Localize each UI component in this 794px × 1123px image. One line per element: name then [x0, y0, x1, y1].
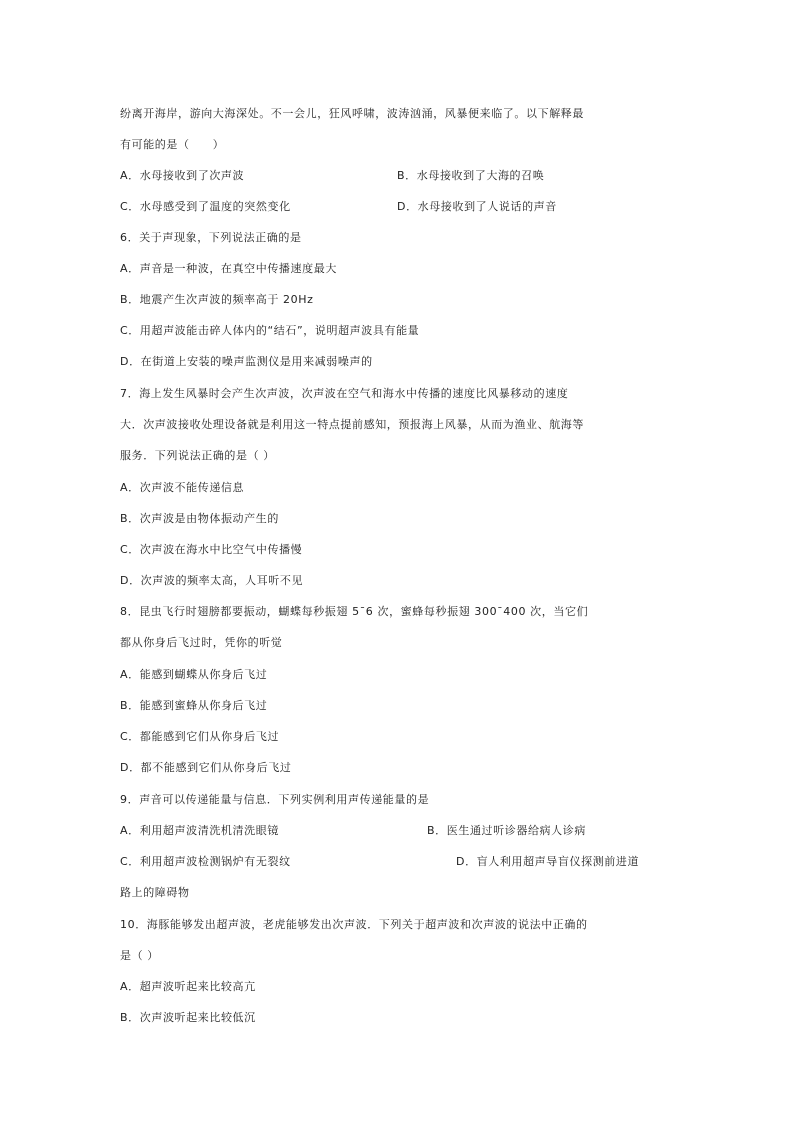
- q8-option-d: D．都不能感到它们从你身后飞过: [120, 761, 292, 774]
- q8-stem-line-2: 都从你身后飞过时，凭你的听觉: [120, 636, 283, 649]
- q6-option-a: A．声音是一种波，在真空中传播速度最大: [120, 262, 337, 275]
- q9-option-d-continuation: 路上的障碍物: [120, 886, 190, 899]
- q5-option-c: C．水母感受到了温度的突然变化: [120, 200, 291, 213]
- q5-stem-line-2: 有可能的是（ ）: [120, 138, 225, 151]
- q9-option-b: B．医生通过听诊器给病人诊病: [427, 824, 586, 837]
- q9-option-d: D．盲人利用超声导盲仪探测前进道: [456, 855, 640, 868]
- q6-stem: 6．关于声现象，下列说法正确的是: [120, 231, 302, 244]
- q7-stem-line-2: 大．次声波接收处理设备就是利用这一特点提前感知，预报海上风暴，从而为渔业、航海等: [120, 418, 584, 431]
- q9-option-c: C．利用超声波检测锅炉有无裂纹: [120, 855, 291, 868]
- q8-stem-line-1: 8．昆虫飞行时翅膀都要振动，蝴蝶每秒振翅 5¯6 次，蜜蜂每秒振翅 300¯400 次，当它们: [120, 605, 589, 618]
- q10-stem-line-1: 10．海豚能够发出超声波，老虎能够发出次声波．下列关于超声波和次声波的说法中正确的: [120, 918, 588, 931]
- q9-stem: 9．声音可以传递能量与信息．下列实例利用声传递能量的是: [120, 793, 430, 806]
- q7-stem-line-1: 7．海上发生风暴时会产生次声波，次声波在空气和海水中传播的速度比风暴移动的速度: [120, 387, 569, 400]
- q5-option-a: A．水母接收到了次声波: [120, 169, 245, 182]
- q7-option-a: A．次声波不能传递信息: [120, 481, 245, 494]
- q10-stem-line-2: 是（ ）: [120, 949, 159, 962]
- q7-option-d: D．次声波的频率太高，人耳听不见: [120, 574, 304, 587]
- q8-option-a: A．能感到蝴蝶从你身后飞过: [120, 668, 268, 681]
- q6-option-b: B．地震产生次声波的频率高于 20Hz: [120, 293, 314, 306]
- q10-option-b: B．次声波听起来比较低沉: [120, 1011, 256, 1024]
- q7-option-b: B．次声波是由物体振动产生的: [120, 512, 279, 525]
- q7-stem-line-3: 服务．下列说法正确的是（ ）: [120, 449, 275, 462]
- q8-option-c: C．都能感到它们从你身后飞过: [120, 730, 280, 743]
- q8-option-b: B．能感到蜜蜂从你身后飞过: [120, 699, 268, 712]
- q5-option-b: B．水母接收到了大海的召唤: [397, 169, 545, 182]
- q10-option-a: A．超声波听起来比较高亢: [120, 980, 256, 993]
- q5-stem-line-1: 纷离开海岸，游向大海深处。不一会儿，狂风呼啸，波涛汹涌，风暴便来临了。以下解释最: [120, 107, 584, 120]
- q9-option-a: A．利用超声波清洗机清洗眼镜: [120, 824, 279, 837]
- q6-option-c: C．用超声波能击碎人体内的“结石”，说明超声波具有能量: [120, 324, 420, 337]
- q5-option-d: D．水母接收到了人说话的声音: [397, 200, 557, 213]
- q6-option-d: D．在街道上安装的噪声监测仪是用来减弱噪声的: [120, 355, 373, 368]
- q7-option-c: C．次声波在海水中比空气中传播慢: [120, 543, 303, 556]
